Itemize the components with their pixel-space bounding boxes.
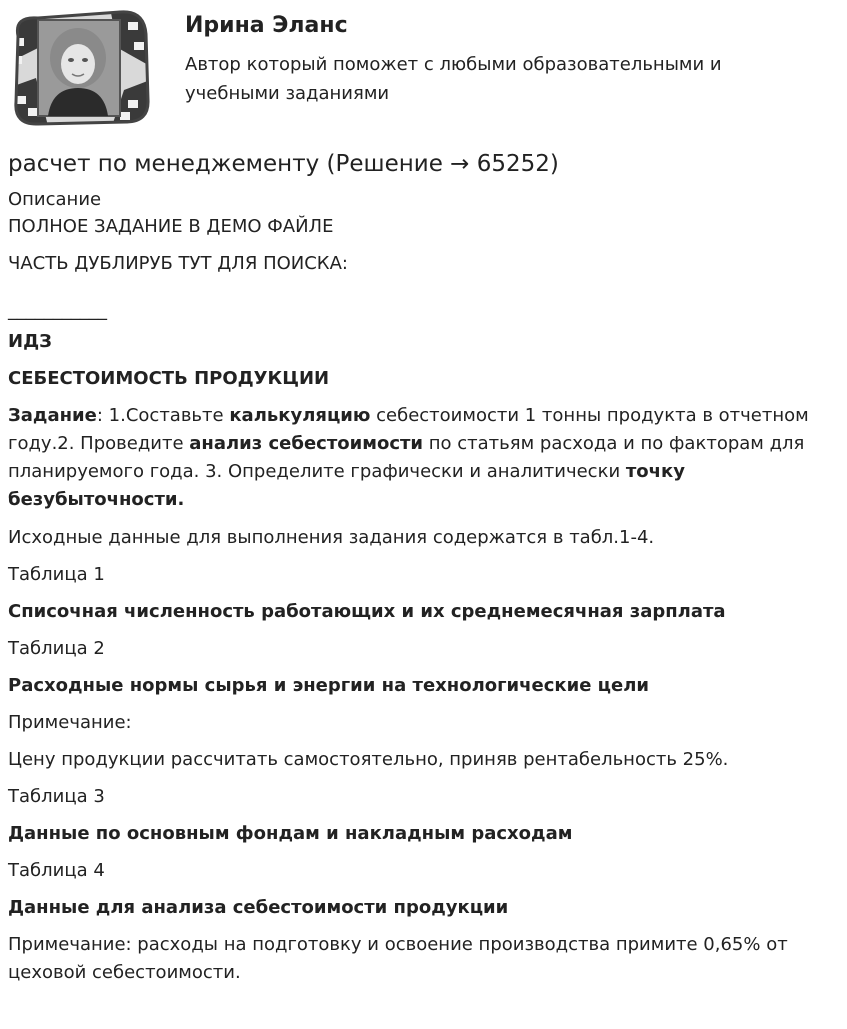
- main-content: [8, 148, 838, 987]
- task-paragraph: [8, 402, 838, 514]
- task-label: Задание: [8, 405, 97, 426]
- table3-title-text: Данные по основным фондам и накладным расходам: [8, 823, 573, 844]
- avatar-image: [8, 8, 150, 126]
- table1-label: Таблица 1: [8, 564, 105, 585]
- note-label: Примечание:: [8, 712, 132, 733]
- author-name[interactable]: Ирина Эланс: [185, 13, 348, 38]
- task-text-3: по статьям расхода и по факторам для планируемого года. 3. Определите графически и аналитически: [8, 433, 805, 482]
- table1-title: [8, 598, 838, 625]
- author-description: Автор который поможет с любыми образовательными и учебными заданиями: [185, 54, 722, 104]
- table3-title: [8, 820, 838, 847]
- description-label: Описание: [8, 189, 102, 210]
- table3-label: Таблица 3: [8, 786, 105, 807]
- search-note: ЧАСТЬ ДУБЛИРУБ ТУТ ДЛЯ ПОИСКА:: [8, 253, 348, 274]
- page-title: расчет по менеджементу (Решение → 65252): [8, 151, 559, 177]
- final-note: Примечание: расходы на подготовку и освоение производства примите 0,65% от цеховой себестоимости.: [8, 934, 788, 983]
- table2-label: Таблица 2: [8, 638, 105, 659]
- price-note: Цену продукции рассчитать самостоятельно, приняв рентабельность 25%.: [8, 749, 729, 770]
- separator: ___________: [8, 300, 107, 321]
- author-card: [0, 0, 847, 135]
- table4-label: Таблица 4: [8, 860, 105, 881]
- task-bold-1: калькуляцию: [229, 405, 371, 426]
- section-title-text: СЕБЕСТОИМОСТЬ ПРОДУКЦИИ: [8, 368, 330, 389]
- task-text-1: : 1.Составьте: [96, 405, 230, 426]
- idz-heading: [8, 328, 838, 355]
- task-bold-3: точку безубыточности.: [8, 461, 685, 510]
- section-title: [8, 365, 838, 392]
- task-bold-2: анализ себестоимости: [189, 433, 424, 454]
- full-task-note: ПОЛНОЕ ЗАДАНИЕ В ДЕМО ФАЙЛЕ: [8, 216, 334, 237]
- table1-title-text: Списочная численность работающих и их среднемесячная зарплата: [8, 601, 726, 622]
- table4-title: [8, 894, 838, 921]
- avatar[interactable]: [8, 8, 150, 126]
- idz-text: ИДЗ: [8, 331, 52, 352]
- source-data-note: Исходные данные для выполнения задания содержатся в табл.1-4.: [8, 527, 655, 548]
- table2-title: [8, 672, 838, 699]
- table4-title-text: Данные для анализа себестоимости продукции: [8, 897, 509, 918]
- task-text-2: себестоимости 1 тонны продукта в отчетном году.2. Проведите: [8, 405, 809, 454]
- table2-title-text: Расходные нормы сырья и энергии на технологические цели: [8, 675, 650, 696]
